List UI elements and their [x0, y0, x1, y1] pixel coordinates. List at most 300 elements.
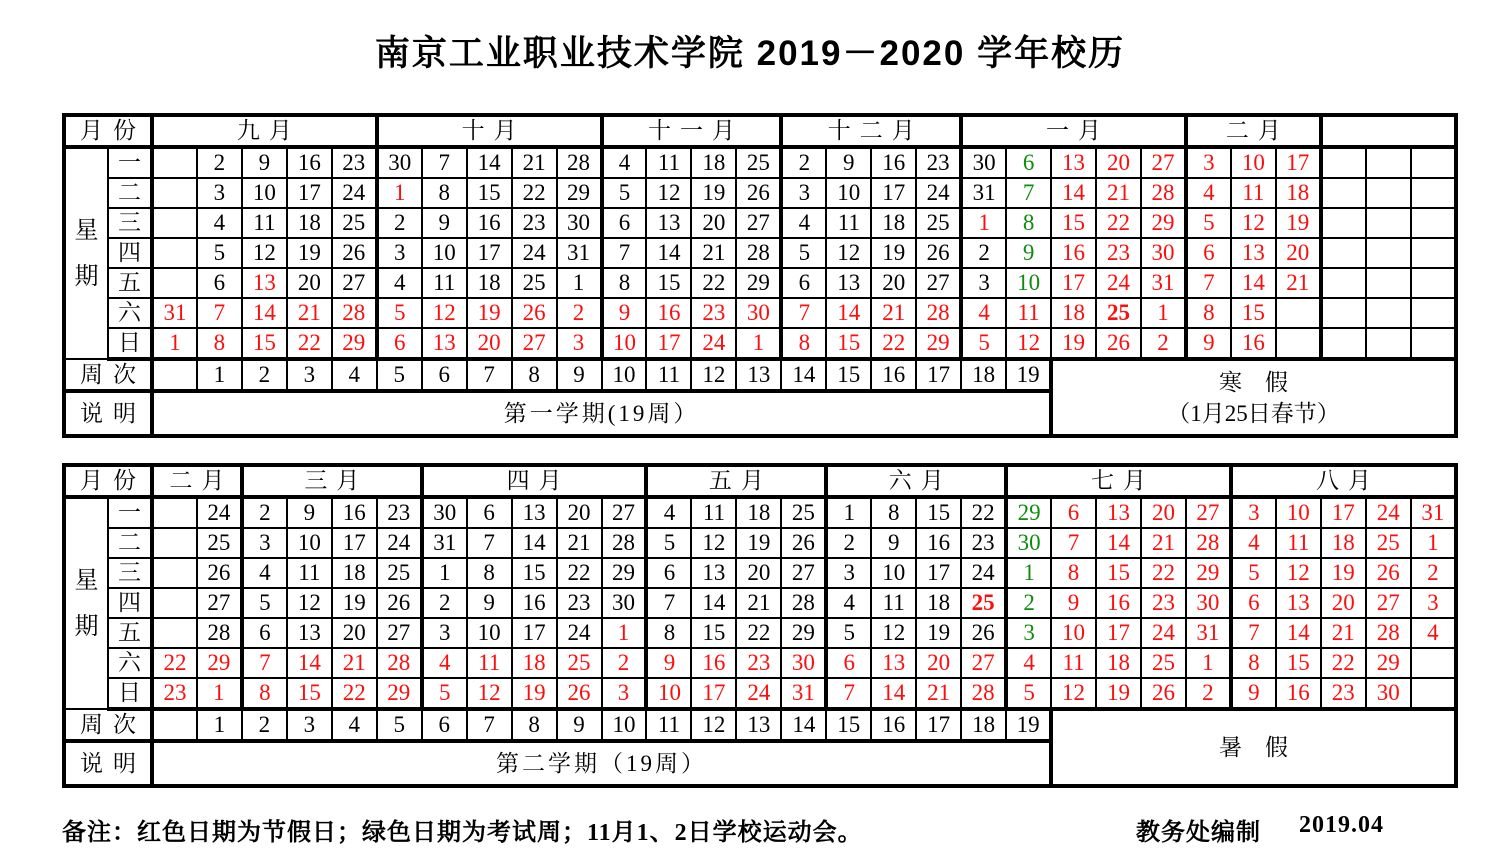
date-cell: 9 [242, 147, 287, 178]
month-header: 十一月 [602, 115, 782, 147]
week-number-cell: 16 [871, 359, 916, 391]
date-cell: 7 [422, 147, 467, 178]
date-cell: 6 [1006, 147, 1051, 178]
date-cell: 18 [1096, 648, 1141, 678]
date-cell: 18 [287, 208, 332, 238]
date-cell: 4 [602, 147, 647, 178]
remark-label: 说明 [64, 741, 152, 786]
date-cell: 3 [961, 268, 1006, 298]
date-cell: 5 [197, 238, 242, 268]
week-number-cell: 11 [646, 709, 691, 741]
date-cell: 14 [1096, 528, 1141, 558]
date-cell: 6 [377, 328, 422, 359]
date-cell: 9 [467, 588, 512, 618]
date-cell: 31 [557, 238, 602, 268]
semester-cell: 第二学期（19周） [152, 741, 1051, 786]
date-cell: 5 [961, 328, 1006, 359]
date-cell: 5 [602, 178, 647, 208]
date-cell: 28 [377, 648, 422, 678]
date-cell: 4 [1411, 618, 1456, 648]
date-cell: 30 [377, 147, 422, 178]
date-cell: 29 [602, 558, 647, 588]
date-cell: 24 [916, 178, 961, 208]
week-number-label: 周次 [64, 359, 152, 391]
date-cell: 10 [242, 178, 287, 208]
footer [62, 812, 1420, 847]
date-cell: 17 [691, 678, 736, 709]
date-cell: 2 [1186, 678, 1231, 709]
date-cell: 26 [512, 298, 557, 328]
empty-cell [152, 359, 197, 391]
date-cell: 14 [242, 298, 287, 328]
month-header: 二月 [152, 465, 242, 497]
date-cell: 26 [197, 558, 242, 588]
date-cell: 14 [1231, 268, 1276, 298]
date-cell: 23 [332, 147, 377, 178]
date-cell: 11 [871, 588, 916, 618]
week-number-cell: 3 [287, 709, 332, 741]
date-cell: 30 [422, 497, 467, 528]
date-cell: 2 [602, 648, 647, 678]
date-cell: 1 [602, 618, 647, 648]
date-cell: 24 [1366, 497, 1411, 528]
week-number-cell: 12 [691, 709, 736, 741]
date-cell: 2 [422, 588, 467, 618]
date-cell: 6 [242, 618, 287, 648]
date-cell: 8 [871, 497, 916, 528]
date-cell: 23 [1321, 678, 1366, 709]
date-cell: 7 [602, 238, 647, 268]
date-cell: 27 [736, 208, 781, 238]
date-cell: 15 [242, 328, 287, 359]
empty-cell [1411, 298, 1456, 328]
date-cell: 17 [1321, 497, 1366, 528]
date-cell: 23 [1141, 588, 1186, 618]
date-cell: 29 [781, 618, 826, 648]
date-cell: 5 [781, 238, 826, 268]
date-cell: 16 [332, 497, 377, 528]
date-cell: 27 [1186, 497, 1231, 528]
date-cell: 19 [916, 618, 961, 648]
month-header: 十月 [377, 115, 602, 147]
date-cell: 10 [871, 558, 916, 588]
date-cell: 23 [1096, 238, 1141, 268]
date-cell: 20 [332, 618, 377, 648]
date-cell: 23 [691, 298, 736, 328]
date-cell: 2 [961, 238, 1006, 268]
week-number-cell: 17 [916, 709, 961, 741]
month-header: 四月 [422, 465, 647, 497]
month-header: 九月 [152, 115, 377, 147]
date-cell: 14 [646, 238, 691, 268]
date-cell: 23 [377, 497, 422, 528]
date-cell: 15 [467, 178, 512, 208]
week-number-cell: 12 [691, 359, 736, 391]
date-cell: 8 [1186, 298, 1231, 328]
date-cell: 5 [1186, 208, 1231, 238]
date-cell: 29 [1186, 558, 1231, 588]
date-cell: 11 [826, 208, 871, 238]
week-number-cell: 11 [646, 359, 691, 391]
date-cell: 20 [467, 328, 512, 359]
date-cell: 6 [467, 497, 512, 528]
date-cell: 28 [1141, 178, 1186, 208]
date-cell: 13 [691, 558, 736, 588]
date-cell: 26 [736, 178, 781, 208]
date-cell: 18 [916, 588, 961, 618]
date-cell: 18 [512, 648, 557, 678]
date-cell: 15 [646, 268, 691, 298]
date-cell: 31 [781, 678, 826, 709]
date-cell: 30 [781, 648, 826, 678]
date-cell: 9 [287, 497, 332, 528]
date-cell: 20 [557, 497, 602, 528]
date-cell: 10 [1231, 147, 1276, 178]
empty-cell [1366, 328, 1411, 359]
date-cell: 28 [197, 618, 242, 648]
date-cell: 3 [557, 328, 602, 359]
date-cell: 2 [1411, 558, 1456, 588]
date-cell: 8 [197, 328, 242, 359]
date-cell: 16 [871, 147, 916, 178]
date-cell: 27 [377, 618, 422, 648]
date-cell: 17 [287, 178, 332, 208]
empty-cell [1276, 328, 1321, 359]
date-cell: 12 [1231, 208, 1276, 238]
date-cell: 14 [1276, 618, 1321, 648]
date-cell: 8 [781, 328, 826, 359]
date-cell: 16 [1231, 328, 1276, 359]
empty-cell [152, 709, 197, 741]
date-cell: 26 [961, 618, 1006, 648]
date-cell: 5 [826, 618, 871, 648]
week-number-label: 周次 [64, 709, 152, 741]
date-cell: 12 [1006, 328, 1051, 359]
empty-cell [1411, 178, 1456, 208]
date-cell: 7 [1051, 528, 1096, 558]
date-cell: 13 [1231, 238, 1276, 268]
weekday-label: 五 [108, 618, 152, 648]
date-cell: 10 [467, 618, 512, 648]
date-cell: 28 [602, 528, 647, 558]
weekday-label: 日 [108, 678, 152, 709]
date-cell: 27 [602, 497, 647, 528]
date-cell: 15 [1051, 208, 1096, 238]
date-cell: 19 [1321, 558, 1366, 588]
week-axis-label: 星 期 [64, 497, 108, 709]
date-cell: 22 [691, 268, 736, 298]
date-cell: 21 [736, 588, 781, 618]
date-cell: 7 [242, 648, 287, 678]
weekday-label: 六 [108, 298, 152, 328]
date-cell: 29 [916, 328, 961, 359]
week-number-cell: 19 [1006, 709, 1051, 741]
date-cell: 3 [377, 238, 422, 268]
date-cell: 25 [1096, 298, 1141, 328]
date-cell: 2 [1141, 328, 1186, 359]
date-cell: 8 [646, 618, 691, 648]
date-cell: 12 [871, 618, 916, 648]
empty-cell [1321, 328, 1366, 359]
date-cell: 13 [1096, 497, 1141, 528]
date-cell: 13 [242, 268, 287, 298]
vacation-cell: 寒 假 （1月25日春节） [1051, 359, 1456, 436]
footer-date: 2019.04 [1299, 812, 1384, 838]
date-cell: 21 [1141, 528, 1186, 558]
date-cell: 9 [1051, 588, 1096, 618]
empty-cell [1411, 238, 1456, 268]
date-cell: 6 [646, 558, 691, 588]
date-cell: 29 [197, 648, 242, 678]
date-cell: 3 [1231, 497, 1276, 528]
empty-cell [1411, 147, 1456, 178]
date-cell: 1 [422, 558, 467, 588]
date-cell: 23 [961, 528, 1006, 558]
date-cell: 24 [736, 678, 781, 709]
footer-note: 备注：红色日期为节假日；绿色日期为考试周；11月1、2日学校运动会。 [62, 820, 863, 846]
date-cell: 31 [961, 178, 1006, 208]
weekday-label: 五 [108, 268, 152, 298]
date-cell: 17 [646, 328, 691, 359]
date-cell: 27 [1366, 588, 1411, 618]
date-cell: 22 [557, 558, 602, 588]
date-cell: 26 [332, 238, 377, 268]
date-cell: 30 [557, 208, 602, 238]
date-cell: 20 [1096, 147, 1141, 178]
week-number-cell: 8 [512, 359, 557, 391]
date-cell: 17 [1276, 147, 1321, 178]
empty-cell [1411, 648, 1456, 678]
week-number-cell: 2 [242, 359, 287, 391]
date-cell: 18 [467, 268, 512, 298]
date-cell: 20 [736, 558, 781, 588]
date-cell: 26 [377, 588, 422, 618]
date-cell: 31 [422, 528, 467, 558]
week-number-cell: 3 [287, 359, 332, 391]
date-cell: 30 [961, 147, 1006, 178]
date-cell: 7 [197, 298, 242, 328]
date-cell: 10 [1276, 497, 1321, 528]
date-cell: 12 [467, 678, 512, 709]
date-cell: 31 [152, 298, 197, 328]
date-cell: 12 [287, 588, 332, 618]
weekday-label: 二 [108, 178, 152, 208]
date-cell: 12 [1276, 558, 1321, 588]
first-semester-table [62, 113, 1458, 438]
date-cell: 16 [916, 528, 961, 558]
date-cell: 30 [602, 588, 647, 618]
date-cell: 15 [1276, 648, 1321, 678]
date-cell: 1 [197, 678, 242, 709]
date-cell: 9 [602, 298, 647, 328]
date-cell: 24 [961, 558, 1006, 588]
date-cell: 19 [736, 528, 781, 558]
week-number-cell: 14 [781, 359, 826, 391]
date-cell: 15 [691, 618, 736, 648]
empty-cell [1366, 298, 1411, 328]
date-cell: 19 [1096, 678, 1141, 709]
date-cell: 14 [871, 678, 916, 709]
date-cell: 24 [332, 178, 377, 208]
date-cell: 25 [961, 588, 1006, 618]
date-cell: 17 [1096, 618, 1141, 648]
date-cell: 28 [961, 678, 1006, 709]
date-cell: 8 [1006, 208, 1051, 238]
date-cell: 13 [1051, 147, 1096, 178]
date-cell: 27 [1141, 147, 1186, 178]
empty-cell [1411, 268, 1456, 298]
date-cell: 11 [467, 648, 512, 678]
date-cell: 21 [916, 678, 961, 709]
date-cell: 15 [512, 558, 557, 588]
date-cell: 10 [1006, 268, 1051, 298]
date-cell: 7 [781, 298, 826, 328]
date-cell: 14 [287, 648, 332, 678]
date-cell: 28 [916, 298, 961, 328]
date-cell: 22 [871, 328, 916, 359]
date-cell: 23 [736, 648, 781, 678]
date-cell: 13 [287, 618, 332, 648]
date-cell: 29 [377, 678, 422, 709]
date-cell: 5 [646, 528, 691, 558]
date-cell: 9 [1231, 678, 1276, 709]
date-cell: 3 [1411, 588, 1456, 618]
date-cell: 1 [736, 328, 781, 359]
date-cell: 3 [1186, 147, 1231, 178]
date-cell: 19 [332, 588, 377, 618]
empty-cell [1366, 178, 1411, 208]
empty-cell [152, 147, 197, 178]
date-cell: 12 [826, 238, 871, 268]
date-cell: 26 [1096, 328, 1141, 359]
empty-cell [1366, 147, 1411, 178]
weekday-label: 三 [108, 208, 152, 238]
date-cell: 18 [1051, 298, 1096, 328]
empty-cell [1366, 238, 1411, 268]
date-cell: 31 [1186, 618, 1231, 648]
week-number-cell: 1 [197, 359, 242, 391]
date-cell: 5 [1231, 558, 1276, 588]
date-cell: 7 [1186, 268, 1231, 298]
empty-cell [1411, 208, 1456, 238]
date-cell: 24 [377, 528, 422, 558]
date-cell: 14 [826, 298, 871, 328]
date-cell: 18 [332, 558, 377, 588]
date-cell: 18 [871, 208, 916, 238]
month-col-label: 月份 [64, 465, 152, 497]
date-cell: 7 [1006, 178, 1051, 208]
date-cell: 16 [691, 648, 736, 678]
date-cell: 25 [736, 147, 781, 178]
date-cell: 14 [467, 147, 512, 178]
date-cell: 10 [826, 178, 871, 208]
date-cell: 18 [736, 497, 781, 528]
date-cell: 23 [557, 588, 602, 618]
date-cell: 13 [826, 268, 871, 298]
date-cell: 11 [287, 558, 332, 588]
week-number-cell: 8 [512, 709, 557, 741]
footer-credit: 教务处编制 [1136, 820, 1261, 846]
date-cell: 24 [691, 328, 736, 359]
month-header: 六月 [826, 465, 1006, 497]
week-number-cell: 19 [1006, 359, 1051, 391]
week-number-cell: 5 [377, 359, 422, 391]
date-cell: 29 [557, 178, 602, 208]
date-cell: 17 [512, 618, 557, 648]
date-cell: 19 [467, 298, 512, 328]
date-cell: 30 [1186, 588, 1231, 618]
footer-credit-block [1136, 812, 1420, 847]
date-cell: 30 [1006, 528, 1051, 558]
date-cell: 13 [646, 208, 691, 238]
date-cell: 8 [242, 678, 287, 709]
date-cell: 1 [826, 497, 871, 528]
date-cell: 31 [1411, 497, 1456, 528]
weekday-label: 日 [108, 328, 152, 359]
date-cell: 6 [826, 648, 871, 678]
week-number-cell: 1 [197, 709, 242, 741]
date-cell: 13 [512, 497, 557, 528]
date-cell: 19 [871, 238, 916, 268]
date-cell: 16 [646, 298, 691, 328]
week-number-cell: 15 [826, 709, 871, 741]
month-header: 二月 [1186, 115, 1321, 147]
date-cell: 25 [1366, 528, 1411, 558]
date-cell: 14 [512, 528, 557, 558]
date-cell: 20 [287, 268, 332, 298]
date-cell: 11 [422, 268, 467, 298]
date-cell: 21 [1096, 178, 1141, 208]
week-number-cell: 2 [242, 709, 287, 741]
date-cell: 22 [961, 497, 1006, 528]
date-cell: 21 [557, 528, 602, 558]
empty-cell [1321, 147, 1366, 178]
date-cell: 17 [871, 178, 916, 208]
date-cell: 1 [961, 208, 1006, 238]
date-cell: 10 [1051, 618, 1096, 648]
week-number-cell: 18 [961, 709, 1006, 741]
date-cell: 8 [467, 558, 512, 588]
date-cell: 23 [152, 678, 197, 709]
date-cell: 17 [332, 528, 377, 558]
date-cell: 11 [1231, 178, 1276, 208]
weekday-label: 三 [108, 558, 152, 588]
week-number-cell: 14 [781, 709, 826, 741]
date-cell: 26 [916, 238, 961, 268]
date-cell: 3 [197, 178, 242, 208]
date-cell: 5 [242, 588, 287, 618]
month-header: 三月 [242, 465, 422, 497]
date-cell: 11 [242, 208, 287, 238]
date-cell: 4 [242, 558, 287, 588]
date-cell: 22 [512, 178, 557, 208]
date-cell: 11 [646, 147, 691, 178]
empty-cell [152, 238, 197, 268]
date-cell: 2 [197, 147, 242, 178]
date-cell: 4 [1186, 178, 1231, 208]
empty-cell [1411, 678, 1456, 709]
date-cell: 11 [691, 497, 736, 528]
date-cell: 5 [422, 678, 467, 709]
week-number-cell: 6 [422, 709, 467, 741]
month-header: 一月 [961, 115, 1186, 147]
date-cell: 16 [1096, 588, 1141, 618]
week-number-cell: 15 [826, 359, 871, 391]
date-cell: 6 [1186, 238, 1231, 268]
date-cell: 30 [736, 298, 781, 328]
date-cell: 12 [422, 298, 467, 328]
date-cell: 8 [1231, 648, 1276, 678]
